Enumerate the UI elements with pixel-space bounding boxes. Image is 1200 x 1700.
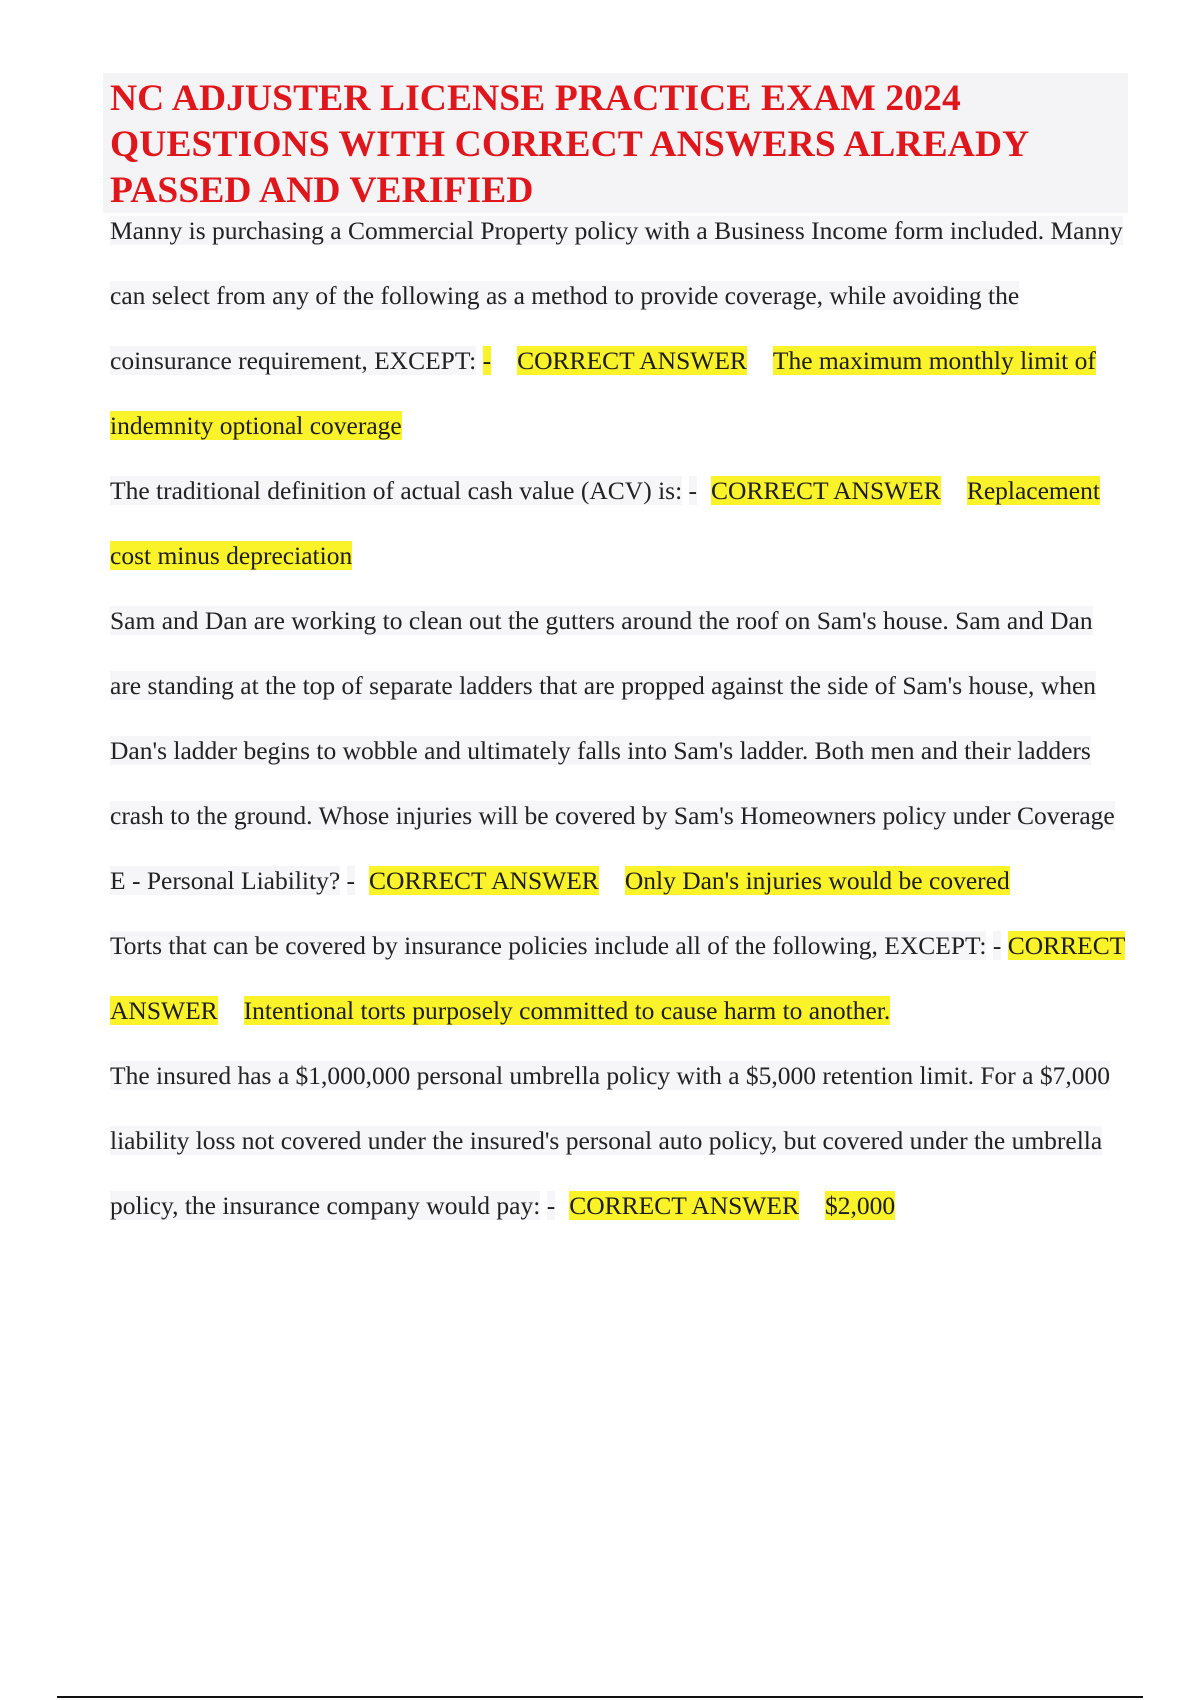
answer-label: CORRECT ANSWER — [110, 931, 1126, 1025]
answer-text: $2,000 — [824, 1191, 896, 1220]
answer-label: CORRECT ANSWER — [517, 346, 747, 375]
title-line-1: NC ADJUSTER LICENSE PRACTICE EXAM 2024 — [110, 78, 961, 119]
question-text: Torts that can be covered by insurance policies include all of the following, EXCEPT: — [110, 931, 987, 960]
answer-separator: - — [482, 346, 492, 375]
qa-item-4 — [110, 913, 1130, 1043]
answer-label: CORRECT ANSWER — [711, 476, 941, 505]
qa-item-2 — [110, 458, 1130, 588]
answer-separator: - — [546, 1191, 556, 1220]
title-line-3: PASSED AND VERIFIED — [110, 170, 534, 211]
answer-text: Intentional torts purposely committed to cause harm to another. — [243, 996, 891, 1025]
question-text: The insured has a $1,000,000 personal umbrella policy with a $5,000 retention limit. For a $7,000 liability loss not covered under the insured's personal auto policy, but covered under the umbrella policy, the insurance company would pay: — [110, 1061, 1110, 1220]
question-list — [110, 198, 1130, 1238]
qa-item-5 — [110, 1043, 1130, 1238]
document-title — [110, 76, 1120, 214]
question-text: Sam and Dan are working to clean out the gutters around the roof on Sam's house. Sam and Dan are standing at the top of separate ladders that are propped against the side of Sam's house, when Dan's ladder begins to wobble and ultimately falls into Sam's ladder. Both men and their ladders crash to the ground. Whose injuries will be covered by Sam's Homeowners policy under Coverage E - Personal Liability? — [110, 606, 1115, 895]
question-text: Manny is purchasing a Commercial Property policy with a Business Income form included. Manny can select from any of the following as a method to provide coverage, while avoiding the coinsurance requirement, EXCEPT: — [110, 216, 1123, 375]
answer-separator: - — [346, 866, 356, 895]
answer-text: The maximum monthly limit of indemnity optional coverage — [110, 346, 1096, 440]
answer-text: Replacement cost minus depreciation — [110, 476, 1100, 570]
answer-label: CORRECT ANSWER — [369, 866, 599, 895]
answer-separator: - — [688, 476, 698, 505]
qa-item-1 — [110, 198, 1130, 458]
answer-separator: - — [992, 931, 1002, 960]
question-text: The traditional definition of actual cash value (ACV) is: — [110, 476, 683, 505]
page-bottom-rule — [57, 1696, 1143, 1698]
answer-text: Only Dan's injuries would be covered — [624, 866, 1010, 895]
qa-item-3 — [110, 588, 1130, 913]
title-line-2: QUESTIONS WITH CORRECT ANSWERS ALREADY — [110, 124, 1030, 165]
answer-label: CORRECT ANSWER — [569, 1191, 799, 1220]
